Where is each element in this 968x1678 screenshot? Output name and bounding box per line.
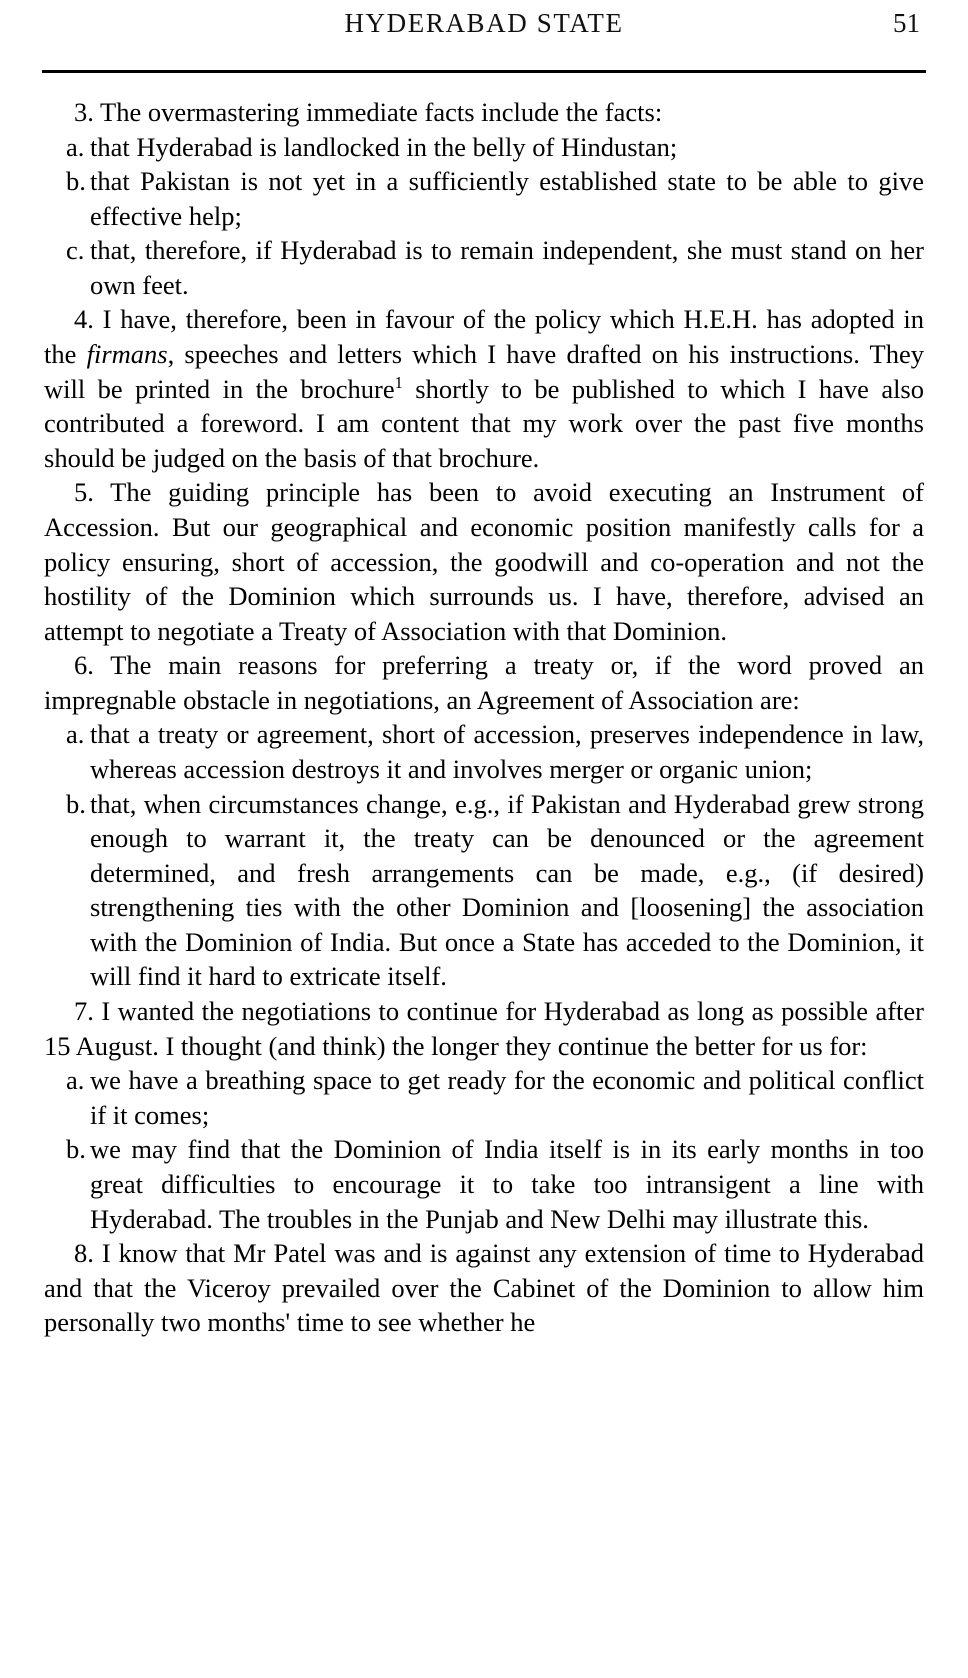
list-item-text: we have a breathing space to get ready for the economic and political conflict if it comes; [90,1065,924,1130]
paragraph-5: 5. The guiding principle has been to avoid executing an Instrument of Accession. But our geographical and economic position manifestly calls for a policy ensuring, short of accession, the goodwill and co-operation and not the hostility of the Dominion which surrounds us. I have, therefore, advised an attempt to negotiate a Treaty of Association with that Dominion. [44,477,924,646]
italic-term-firmans: firmans [86,339,168,370]
paragraph-4-part-3: shortly to be published to which I have also contributed a foreword. I am content that my work over the past five months should be judged on the basis of that brochure. [44,373,924,473]
list-marker: b. [66,1134,86,1165]
page-number: 51 [893,8,920,38]
list-marker: a. [66,719,85,750]
paragraph-4-part-2: , speeches and letters which I have drafted on his instructions. They will be printed in the brochure [44,339,925,404]
list-item [44,164,924,233]
list-paragraph-6 [44,717,924,994]
paragraph-4 [44,302,924,475]
list-item [44,1132,924,1236]
list-marker: b. [66,166,86,197]
list-item-text: that, when circumstances change, e.g., if Pakistan and Hyderabad grew strong enough to warrant it, the treaty can be denounced or the agreement determined, and fresh arrangements can be made, e.g., (if desired) strengthening ties with the other Dominion and [loosening] the association with the Dominion of India. But once a State has acceded to the Dominion, it will find it hard to extricate itself. [90,788,924,992]
list-item-text: that a treaty or agreement, short of accession, preserves independence in law, whereas accession destroys it and involves merger or organic union; [90,719,924,784]
list-item-text: that Pakistan is not yet in a sufficiently established state to be able to give effective help; [90,166,924,231]
list-marker: b. [66,788,86,819]
paragraph-7: 7. I wanted the negotiations to continue for Hyderabad as long as possible after 15 August. I thought (and think) the longer they continue the better for us for: [44,996,924,1061]
paragraph-3-intro: 3. The overmastering immediate facts include the facts: [74,97,663,127]
list-marker: c. [66,235,85,266]
paragraph-6: 6. The main reasons for preferring a treaty or, if the word proved an impregnable obstacle in negotiations, an Agreement of Association are: [44,650,924,715]
list-item [44,233,924,302]
paragraph-4-part-1: 4. I have, therefore, been in favour of the policy which H.E.H. has adopted in the [44,304,924,370]
list-item [44,130,924,165]
running-title: HYDERABAD STATE [344,8,624,38]
list-paragraph-3 [44,130,924,303]
list-item-text: that, therefore, if Hyderabad is to remain independent, she must stand on her own feet. [90,235,924,300]
list-item [44,717,924,786]
list-item-text: we may find that the Dominion of India itself is in its early months in too great difficulties to encourage it to take too intransigent a line with Hyderabad. The troubles in the Punjab and New Delhi may illustrate this. [90,1134,924,1234]
list-marker: a. [66,131,85,162]
page-body [38,73,930,1340]
page-header [38,0,930,60]
footnote-marker: 1 [394,372,403,392]
list-paragraph-7 [44,1063,924,1236]
list-item [44,787,924,994]
list-item [44,1063,924,1132]
list-marker: a. [66,1065,85,1096]
paragraph-8: 8. I know that Mr Patel was and is against any extension of time to Hyderabad and that the Viceroy prevailed over the Cabinet of the Dominion to allow him personally two months' time to see whether he [44,1238,924,1338]
list-item-text: that Hyderabad is landlocked in the belly of Hindustan; [90,131,678,162]
